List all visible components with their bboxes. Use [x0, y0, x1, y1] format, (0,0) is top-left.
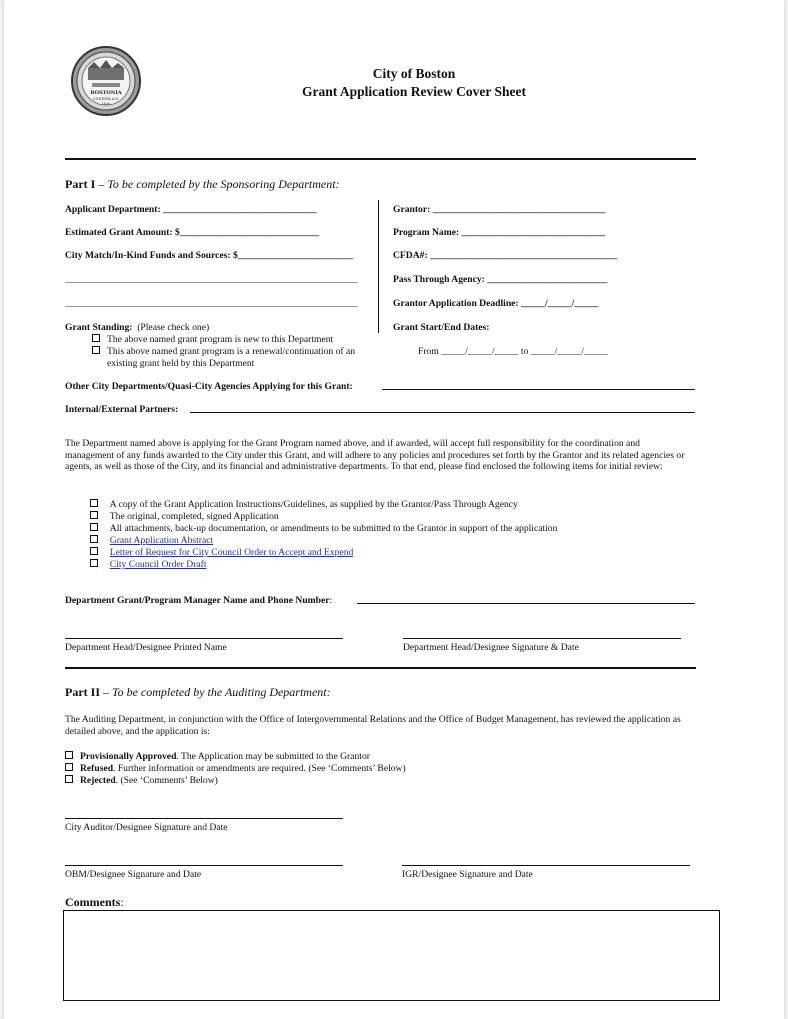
city-name: City of Boston	[372, 66, 456, 81]
svg-text:CONDITA A.D.: CONDITA A.D.	[92, 97, 120, 101]
svg-text:1630: 1630	[101, 102, 111, 106]
checklist-label: A copy of the Grant Application Instructions/Guidelines, as supplied by the Grantor/Pass Through Agency	[109, 499, 518, 510]
city-seal-icon	[70, 38, 142, 124]
comments-heading	[65, 895, 124, 910]
blank-line-field[interactable]: _____________________________________________________________	[65, 298, 358, 309]
part2-heading	[65, 685, 331, 700]
manager-label-row	[65, 595, 332, 607]
city-match-field[interactable]: City Match/In-Kind Funds and Sources: $________________________	[65, 250, 353, 261]
obm-signature-line[interactable]	[65, 865, 343, 866]
column-divider	[378, 200, 379, 333]
pass-through-agency-field[interactable]: Pass Through Agency: _________________________	[393, 274, 608, 285]
head-printed-label: Department Head/Designee Printed Name	[65, 642, 227, 653]
option-label-continued: existing grant held by this Department	[107, 358, 255, 369]
partners-line[interactable]	[190, 412, 695, 413]
checklist-label: All attachments, back-up documentation, or amendments to be submitted to the Grantor in support of the application	[109, 523, 558, 534]
checkbox-icon[interactable]	[90, 523, 98, 531]
auditor-signature-line[interactable]	[65, 818, 343, 819]
checkbox-icon[interactable]	[65, 775, 73, 783]
part1-subtitle: – To be completed by the Sponsoring Department:	[98, 177, 340, 191]
checklist-item[interactable]	[90, 559, 207, 571]
igr-signature-line[interactable]	[402, 865, 690, 866]
option-refused[interactable]	[65, 763, 406, 775]
manager-label: Department Grant/Program Manager Name and Phone Number	[65, 595, 330, 606]
checkbox-icon[interactable]	[65, 751, 73, 759]
application-deadline-field[interactable]: Grantor Application Deadline: _____/_____/_____	[393, 298, 599, 309]
grant-abstract-link[interactable]: Grant Application Abstract	[109, 535, 214, 546]
checklist-item[interactable]	[90, 535, 213, 547]
checklist-item[interactable]	[90, 499, 518, 511]
checkbox-icon[interactable]	[90, 559, 98, 567]
partners-label: Internal/External Partners:	[65, 404, 179, 415]
checkbox-icon[interactable]	[92, 346, 100, 354]
other-departments-line[interactable]	[382, 389, 695, 390]
grant-standing	[65, 322, 209, 334]
svg-text:BOSTONIA: BOSTONIA	[90, 90, 122, 96]
blank-line-field[interactable]: _____________________________________________________________	[65, 274, 358, 285]
council-order-draft-link[interactable]: City Council Order Draft	[109, 559, 207, 570]
checkbox-icon[interactable]	[90, 547, 98, 555]
obm-signature-label: OBM/Designee Signature and Date	[65, 869, 202, 880]
grant-start-end-label: Grant Start/End Dates:	[393, 322, 490, 333]
head-printed-line[interactable]	[65, 638, 343, 639]
other-departments-label: Other City Departments/Quasi-City Agencies Applying for this Grant:	[65, 381, 353, 392]
header-divider	[65, 158, 696, 160]
checklist-item[interactable]	[90, 547, 353, 559]
letter-of-request-link[interactable]: Letter of Request for City Council Order to Accept and Expend	[109, 547, 354, 558]
checklist-item[interactable]	[90, 511, 279, 523]
grant-standing-note: (Please check one)	[137, 322, 210, 333]
auditor-signature-label: City Auditor/Designee Signature and Date	[65, 822, 228, 833]
option-text: . Further information or amendments are required. (See ‘Comments’ Below)	[113, 763, 406, 774]
part2-subtitle: – To be completed by the Auditing Department:	[103, 685, 331, 699]
comments-textarea[interactable]	[63, 910, 720, 1001]
department-statement: The Department named above is applying for the Grant Program named above, and if awarded, will accept full responsibility for the coordination and management of any funds awarded to the City under this Grant, and will adhere to any policies and procedures set forth by the Grantor and its related agencies or agents, as well as those of the City, and its financial and administrative departments. To that end, please find enclosed the following items for initial review:	[65, 438, 685, 473]
program-name-field[interactable]: Program Name: ______________________________	[393, 227, 606, 238]
estimated-grant-amount-field[interactable]: Estimated Grant Amount: $_____________________________	[65, 227, 319, 238]
document-page	[4, 0, 784, 1019]
section-divider	[65, 667, 696, 669]
comments-colon: :	[120, 895, 124, 909]
option-bold: Refused	[80, 763, 114, 774]
head-signature-label: Department Head/Designee Signature & Date	[403, 642, 579, 653]
checkbox-icon[interactable]	[90, 535, 98, 543]
auditing-intro: The Auditing Department, in conjunction with the Office of Intergovernmental Relations and the Office of Budget Management, has reviewed the application as detailed above, and the application is:	[65, 714, 681, 737]
applicant-department-field[interactable]: Applicant Department: ________________________________	[65, 204, 317, 215]
option-label: This above named grant program is a renewal/continuation of an	[107, 346, 356, 357]
part1-label: Part I	[65, 177, 96, 191]
grant-standing-option-new[interactable]	[92, 334, 333, 346]
igr-signature-label: IGR/Designee Signature and Date	[402, 869, 533, 880]
grantor-field[interactable]: Grantor: ____________________________________	[393, 204, 606, 215]
grant-dates-field[interactable]: From _____/_____/_____ to _____/_____/_____	[418, 346, 609, 357]
option-bold: Rejected	[80, 775, 116, 786]
checkbox-icon[interactable]	[65, 763, 73, 771]
comments-label: Comments	[65, 895, 121, 909]
checkbox-icon[interactable]	[90, 511, 98, 519]
option-bold: Provisionally Approved	[80, 751, 177, 762]
cfda-field[interactable]: CFDA#: _______________________________________	[393, 250, 618, 261]
option-label: The above named grant program is new to this Department	[107, 334, 334, 345]
grant-standing-option-renewal[interactable]	[92, 346, 355, 358]
part1-heading	[65, 177, 340, 192]
option-text: . (See ‘Comments’ Below)	[115, 775, 218, 786]
checklist-item[interactable]	[90, 523, 557, 535]
head-signature-line[interactable]	[403, 638, 681, 639]
grant-standing-label: Grant Standing:	[65, 322, 133, 333]
option-provisionally-approved[interactable]	[65, 751, 370, 763]
part2-label: Part II	[65, 685, 100, 699]
checkbox-icon[interactable]	[90, 499, 98, 507]
option-rejected[interactable]	[65, 775, 218, 787]
option-text: . The Application may be submitted to the Grantor	[176, 751, 370, 762]
document-title: Grant Application Review Cover Sheet	[302, 84, 526, 99]
checkbox-icon[interactable]	[92, 334, 100, 342]
manager-line[interactable]	[357, 603, 695, 604]
checklist-label: The original, completed, signed Application	[109, 511, 279, 522]
manager-colon: :	[329, 595, 333, 606]
